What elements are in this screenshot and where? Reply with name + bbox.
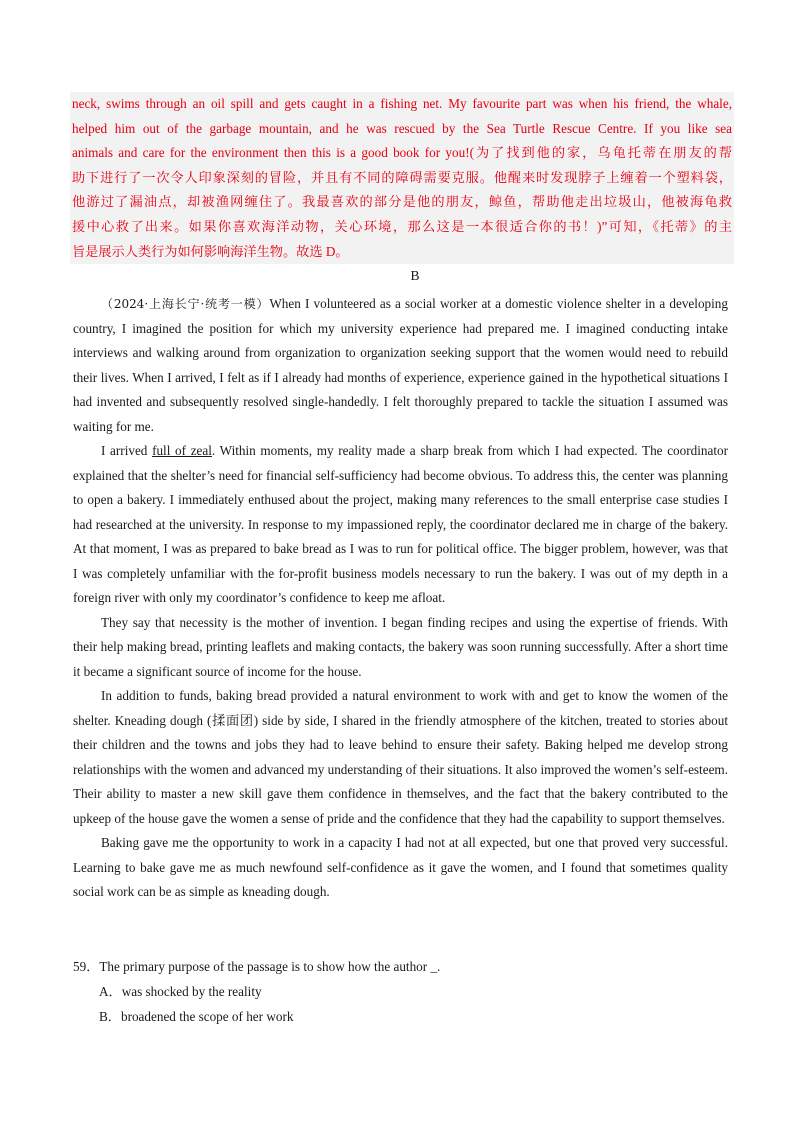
explanation-line: 他游过了漏油点，却被渔网缠住了。我最喜欢的部分是他的朋友，鲸鱼，帮助他走出垃圾山，他被海龟救 xyxy=(72,194,732,210)
passage-paragraph-4: In addition to funds, baking bread provided a natural environment to work with and get to know the women of the shelter. Kneading dough (揉面团) side by side, I shared in the friendly atmosphere of the kitchen, treated to stories about their children and the towns and jobs they had to leave behind to ensure their safety. Baking helped me develop strong relationships with the women and advanced my understanding of their situations. It also improved the women’s self-esteem. Their ability to master a new skill gave them confidence in themselves, and the fact that the bakery contributed to the upkeep of the house gave the women a sense of pride and the confidence that they had the capability to support themselves. xyxy=(73,688,728,826)
explanation-line: 助下进行了一次令人印象深刻的冒险，并且有不同的障碍需要克服。他醒来时发现脖子上缠着一个塑料袋， xyxy=(72,169,732,185)
option-b: B．broadened the scope of her work xyxy=(99,1009,294,1024)
section-label: B xyxy=(410,268,420,283)
passage-paragraph-1 xyxy=(73,292,728,439)
reading-passage xyxy=(73,292,728,905)
explanation-line: 旨是展示人类行为如何影响海洋生物。故选 D。 xyxy=(72,243,349,259)
answer-explanation xyxy=(70,92,734,264)
passage-paragraph-5: Baking gave me the opportunity to work in a capacity I had not at all expected, but one that proved very successful. Learning to bake gave me as much newfound self-confidence as it gave the women, and I found that sometimes quality social work can be as simple as kneading dough. xyxy=(73,835,728,899)
explanation-line: neck, swims through an oil spill and gets caught in a fishing net. My favourite part was when his friend, the whale, xyxy=(72,96,732,111)
explanation-line: animals and care for the environment then this is a good book for you!(为了找到他的家，乌龟托蒂在朋友的帮 xyxy=(72,145,732,161)
paragraph-text: When I volunteered as a social worker at a domestic violence shelter in a developing country, I imagined the position for which my university experience had prepared me. I imagined conducting intake interviews and walking around from organization to organization seeking support that the women would need to rebuild their lives. When I arrived, I felt as if I already had months of experience, experience gained in the hypothetical situations I had invented and subsequently resolved single-handedly. I felt thoroughly prepared to tackle the situation I assumed was waiting for me. xyxy=(73,296,728,434)
paragraph-text: I arrived xyxy=(101,443,153,458)
option-a: A．was shocked by the reality xyxy=(99,984,262,999)
source-tag: （2024·上海长宁·统考一模） xyxy=(101,297,270,311)
passage-paragraph-3: They say that necessity is the mother of invention. I began finding recipes and using the expertise of friends. With their help making bread, printing leaflets and making contacts, the bakery was soon running successfully. After a short time it became a significant source of income for the house. xyxy=(73,614,728,679)
explanation-line: 援中心救了出来。如果你喜欢海洋动物，关心环境，那么这是一本很适合你的书！)”可知，《托蒂》的主 xyxy=(72,218,732,234)
paragraph-text: . Within moments, my reality made a sharp break from which I had expected. The coordinator explained that the shelter’s need for financial self-sufficiency had become obvious. To address this, the center was planning to open a bakery. I immediately enthused about the project, making many references to the small enterprise case studies I had researched at the university. In response to my impassioned reply, the coordinator declared me in charge of the bakery. At that moment, I was as prepared to bake bread as I was to run for political office. The bigger problem, however, was that I was completely unfamiliar with the for-profit business models necessary to run the bakery. I was out of my depth in a foreign river with only my coordinator’s confidence to keep me afloat. xyxy=(73,443,728,605)
passage-paragraph-2 xyxy=(73,439,728,611)
question-59 xyxy=(73,954,728,1029)
explanation-line: helped him out of the garbage mountain, and he was rescued by the Sea Turtle Rescue Centre. If you like sea xyxy=(72,120,732,136)
underlined-phrase: full of zeal xyxy=(152,443,212,458)
question-stem: 59．The primary purpose of the passage is to show how the author _. xyxy=(73,959,441,974)
